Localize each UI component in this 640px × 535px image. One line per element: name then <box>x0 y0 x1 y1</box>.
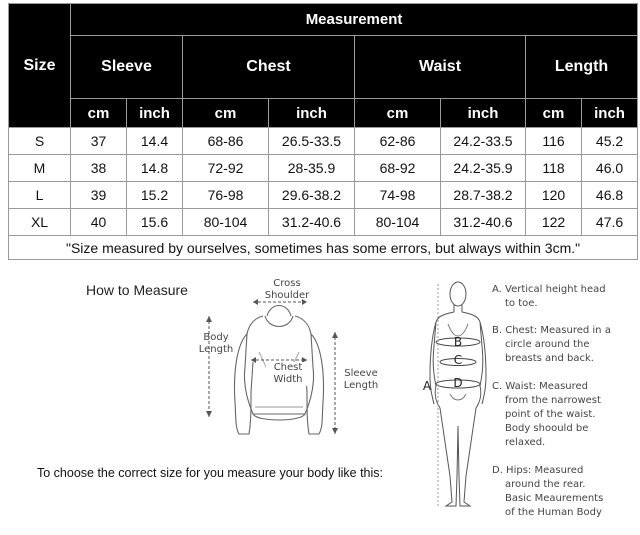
size-cell: M <box>9 155 71 182</box>
cross-shoulder-label: Cross Shoulder <box>264 278 310 301</box>
table-cell: 72-92 <box>183 155 269 182</box>
body-length-label: Body Length <box>198 332 234 355</box>
marker-c: C <box>453 353 463 367</box>
table-cell: 118 <box>526 155 582 182</box>
size-note: "Size measured by ourselves, sometimes has some errors, but always within 3cm." <box>9 236 638 260</box>
unit-header: inch <box>127 99 183 128</box>
group-header-length: Length <box>526 36 638 99</box>
table-cell: 74-98 <box>355 182 441 209</box>
table-cell: 15.2 <box>127 182 183 209</box>
human-body-illustration <box>420 276 490 516</box>
how-to-measure-title: How to Measure <box>86 282 188 298</box>
table-cell: 28-35.9 <box>269 155 355 182</box>
table-cell: 39 <box>71 182 127 209</box>
table-cell: 68-86 <box>183 128 269 155</box>
size-chart-table <box>8 3 638 260</box>
table-cell: 15.6 <box>127 209 183 236</box>
table-cell: 46.8 <box>582 182 638 209</box>
unit-header: inch <box>269 99 355 128</box>
table-cell: 24.2-35.9 <box>441 155 526 182</box>
table-cell: 14.4 <box>127 128 183 155</box>
unit-header: cm <box>71 99 127 128</box>
table-cell: 76-98 <box>183 182 269 209</box>
description-c: C. Waist: Measured from the narrowest point of the waist. Body shoould be relaxed. <box>492 381 601 448</box>
marker-d: D <box>453 376 463 390</box>
table-cell: 45.2 <box>582 128 638 155</box>
table-cell: 47.6 <box>582 209 638 236</box>
description-b: B. Chest: Measured in a circle around the breasts and back. <box>492 325 611 364</box>
unit-header: cm <box>183 99 269 128</box>
chest-width-label: Chest Width <box>266 362 310 386</box>
unit-header: inch <box>441 99 526 128</box>
size-header: Size <box>9 4 71 128</box>
unit-header: cm <box>355 99 441 128</box>
table-cell: 46.0 <box>582 155 638 182</box>
description-d: D. Hips: Measured around the rear. Basic Meaurements of the Human Body <box>492 465 604 518</box>
table-cell: 80-104 <box>355 209 441 236</box>
table-cell: 116 <box>526 128 582 155</box>
table-cell: 37 <box>71 128 127 155</box>
unit-header: cm <box>526 99 582 128</box>
table-cell: 14.8 <box>127 155 183 182</box>
marker-a: A <box>422 379 432 393</box>
table-cell: 24.2-33.5 <box>441 128 526 155</box>
table-row <box>9 209 638 236</box>
size-cell: S <box>9 128 71 155</box>
group-header-waist: Waist <box>355 36 526 99</box>
marker-b: B <box>453 335 463 349</box>
size-cell: L <box>9 182 71 209</box>
group-header-chest: Chest <box>183 36 355 99</box>
table-cell: 120 <box>526 182 582 209</box>
table-cell: 28.7-38.2 <box>441 182 526 209</box>
unit-header: inch <box>582 99 638 128</box>
table-row <box>9 155 638 182</box>
description-a: A. Vertical height head to toe. <box>492 284 606 309</box>
sleeve-length-label: Sleeve Length <box>343 368 379 391</box>
table-cell: 68-92 <box>355 155 441 182</box>
table-cell: 40 <box>71 209 127 236</box>
table-cell: 31.2-40.6 <box>269 209 355 236</box>
group-header-sleeve: Sleeve <box>71 36 183 99</box>
table-cell: 31.2-40.6 <box>441 209 526 236</box>
table-cell: 26.5-33.5 <box>269 128 355 155</box>
table-row <box>9 128 638 155</box>
table-cell: 122 <box>526 209 582 236</box>
measurement-header: Measurement <box>71 4 638 36</box>
table-row <box>9 182 638 209</box>
table-cell: 29.6-38.2 <box>269 182 355 209</box>
size-cell: XL <box>9 209 71 236</box>
table-cell: 38 <box>71 155 127 182</box>
table-cell: 80-104 <box>183 209 269 236</box>
table-cell: 62-86 <box>355 128 441 155</box>
choose-size-instruction: To choose the correct size for you measure your body like this: <box>37 466 383 480</box>
